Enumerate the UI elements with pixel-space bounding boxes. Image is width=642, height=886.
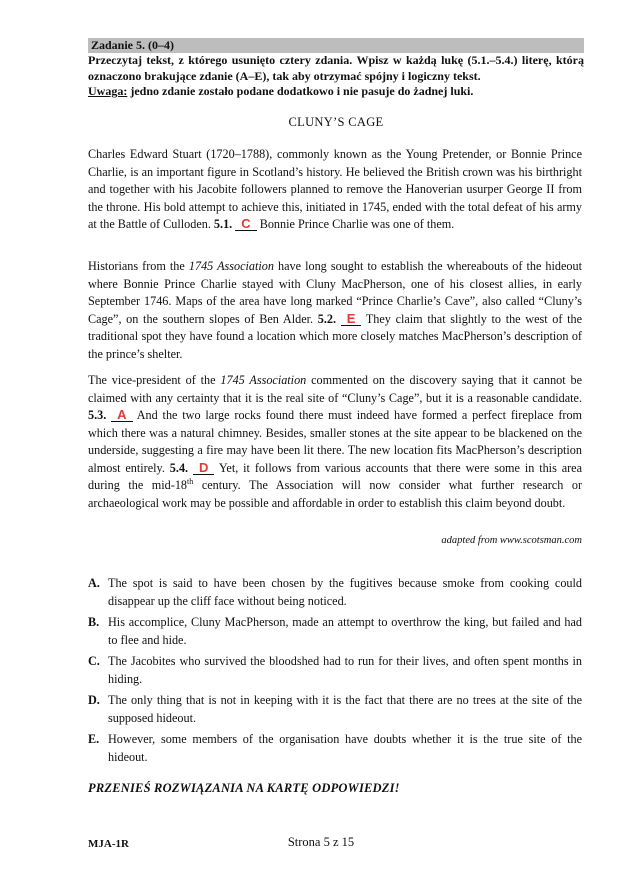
gap-5-1-label: 5.1. [213, 217, 233, 231]
exam-code: MJA-1R [88, 838, 129, 850]
option-letter: D. [88, 693, 100, 707]
paragraph-3-mid: commented on the discovery saying that it cannot be claimed with any certainty that it is the real site of “Cluny’s Cage”, but it is a reasonable candidate. [88, 373, 582, 405]
note-label: Uwaga: [88, 84, 128, 98]
gap-5-3-answer[interactable]: A [111, 409, 132, 422]
association-name: 1745 Association [188, 259, 274, 273]
instruction-text: Przeczytaj tekst, z którego usunięto cztery zdania. Wpisz w każdą lukę (5.1.–5.4.) literę, którą oznaczono brakujące zdanie (A–E), tak aby otrzymać spójny i logiczny tekst. [88, 53, 584, 83]
paragraph-2 [88, 258, 582, 363]
gap-5-4-answer[interactable]: D [193, 462, 214, 475]
option-text: However, some members of the organisation have doubts whether it is the true site of the hideout. [108, 732, 582, 764]
gap-5-1-answer[interactable]: C [235, 218, 256, 231]
paragraph-3-start: The vice-president of the [88, 373, 221, 387]
note-text: jedno zdanie zostało podane dodatkowo i nie pasuje do żadnej luki. [127, 84, 474, 98]
paragraph-3-after-b: century. The Association will now consider what further research or archaeological work may be possible and affordable in order to establish this claim beyond doubt. [88, 478, 583, 510]
gap-5-4-label: 5.4. [169, 460, 189, 475]
paragraph-1 [88, 146, 582, 234]
task-header: Zadanie 5. (0–4) [88, 38, 584, 53]
option-e [88, 731, 582, 766]
option-text: His accomplice, Cluny MacPherson, made an attempt to overthrow the king, but failed and had to flee and hide. [108, 615, 582, 647]
task-instructions [88, 53, 584, 100]
paragraph-3 [88, 372, 582, 512]
transfer-instruction: PRZENIEŚ ROZWIĄZANIA NA KARTĘ ODPOWIEDZI! [88, 781, 400, 795]
paragraph-2-start: Historians from the [88, 259, 189, 273]
paragraph-3-after-a: Yet, it follows from various accounts that there were some in this area during the mid-18 [88, 460, 582, 492]
gap-5-3-label: 5.3. [88, 408, 107, 422]
paragraph-1-after: Bonnie Prince Charlie was one of them. [259, 217, 455, 231]
answer-options [88, 575, 582, 770]
option-b [88, 614, 582, 649]
gap-5-2-label: 5.2. [317, 311, 337, 326]
paragraph-3-mid2: And the two large rocks found there must indeed have formed a perfect fireplace from which there was a natural chimney. Besides, smaller stones at the site appear to be blackened on the underside, suggesting a fire may have been lit there. The new location fits MacPherson’s description almost entirely. [88, 408, 583, 475]
paragraph-2-after: They claim that slightly to the west of the traditional spot they have found a location which more closely matches MacPherson’s description of the prince’s shelter. [88, 311, 583, 361]
option-c [88, 653, 582, 688]
option-letter: C. [88, 654, 100, 668]
text-title: CLUNY’S CAGE [288, 115, 384, 129]
option-d [88, 692, 582, 727]
option-letter: E. [88, 732, 100, 746]
paragraph-1-text: Charles Edward Stuart (1720–1788), commonly known as the Young Pretender, or Bonnie Prince Charlie, is an important figure in Scotland’s history. He believed the British crown was his birthright and together with his Jacobite followers planned to remove the Hanoverian usurper George II from the throne. His bold attempt to achieve this, initiated in 1745, ended with the total defeat of his army at the Battle of Culloden. [88, 147, 582, 231]
ordinal-suffix: th [187, 476, 194, 486]
page-number: Strona 5 z 15 [287, 835, 355, 849]
gap-5-2-answer[interactable]: E [341, 313, 362, 326]
paragraph-2-mid: have long sought to establish the whereabouts of the hideout where Bonnie Prince Charlie stayed with Cluny MacPherson, one of his closest allies, in early September 1746. Maps of the area have long marked “Prince Charlie’s Cave”, also called “Cluny’s Cage”, on the southern slopes of Ben Alder. [88, 259, 582, 326]
option-text: The only thing that is not in keeping with it is the fact that there are no trees at the site of the supposed hideout. [108, 693, 582, 725]
option-a [88, 575, 582, 610]
association-name: 1745 Association [220, 373, 307, 387]
option-text: The Jacobites who survived the bloodshed had to run for their lives, and often spent months in hiding. [108, 654, 582, 686]
option-letter: B. [88, 615, 100, 629]
option-text: The spot is said to have been chosen by the fugitives because smoke from cooking could disappear up the cliff face without being noticed. [108, 576, 582, 608]
source-credit: adapted from www.scotsman.com [441, 535, 582, 546]
option-letter: A. [88, 576, 100, 590]
